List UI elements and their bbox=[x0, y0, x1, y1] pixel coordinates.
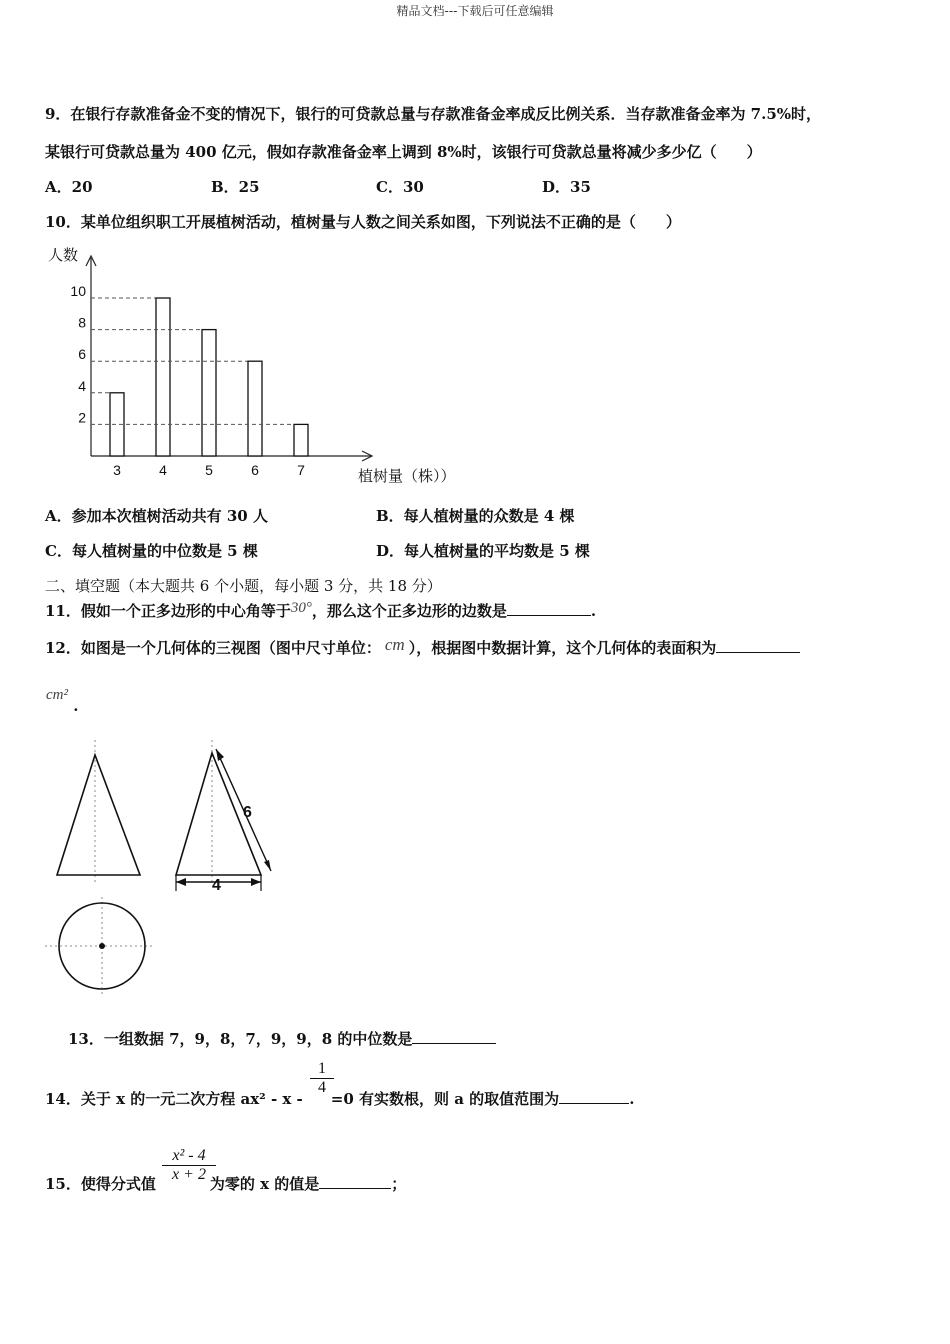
q14-fraction-denominator: 4 bbox=[318, 1079, 326, 1096]
slant-arrow-top bbox=[216, 749, 224, 761]
q10-option-a: A．参加本次植树活动共有 30 人 bbox=[45, 507, 268, 525]
q13 bbox=[68, 1028, 496, 1049]
y-tick-label-4: 4 bbox=[78, 377, 86, 394]
x-tick-label-5: 5 bbox=[205, 462, 213, 478]
q11-text-before: 11．假如一个正多边形的中心角等于 bbox=[45, 602, 291, 620]
q14-answer-blank bbox=[559, 1089, 629, 1104]
bar-6 bbox=[248, 361, 262, 456]
x-tick-label-3: 3 bbox=[113, 462, 121, 478]
q12-text-after: ），根据图中数据计算，这个几何体的表面积为 bbox=[408, 639, 717, 657]
q15-fraction-numerator: x² - 4 bbox=[162, 1147, 216, 1166]
q10-option-d: D．每人植树量的平均数是 5 棵 bbox=[376, 542, 590, 560]
tree-planting-bar-chart bbox=[40, 240, 480, 490]
q15-answer-blank bbox=[319, 1174, 391, 1189]
q12-end: . bbox=[73, 697, 79, 715]
q11-text-after: ，那么这个正多边形的边数是 bbox=[311, 602, 507, 620]
q9-option-c: C．30 bbox=[376, 178, 424, 196]
q12-unit: cm bbox=[384, 635, 405, 654]
q12-text-before: 12．如图是一个几何体的三视图（图中尺寸单位： bbox=[45, 639, 381, 657]
x-tick-label-6: 6 bbox=[251, 462, 259, 478]
q9-line2: 某银行可贷款总量为 400 亿元，假如存款准备金率上调到 8%时，该银行可贷款总量将减少多少亿（ ） bbox=[45, 143, 762, 161]
chart-xlabel: 植树量（株）） bbox=[358, 468, 456, 485]
q10-option-b: B．每人植树量的众数是 4 棵 bbox=[376, 507, 575, 525]
q9-option-a: A．20 bbox=[45, 178, 93, 196]
q9-line1: 9．在银行存款准备金不变的情况下，银行的可贷款总量与存款准备金率成反比例关系．当存款准备金率为 7.5%时， bbox=[45, 105, 822, 123]
slant-label: 6 bbox=[243, 804, 252, 821]
section-2-heading: 二、填空题（本大题共 6 个小题，每小题 3 分，共 18 分） bbox=[45, 577, 442, 595]
q10-stem: 10．某单位组织职工开展植树活动，植树量与人数之间关系如图，下列说法不正确的是（ ） bbox=[45, 213, 681, 231]
three-view-figure bbox=[40, 735, 310, 1005]
q15-end: ； bbox=[391, 1175, 407, 1193]
base-arrow-right bbox=[251, 878, 261, 886]
base-arrow-left bbox=[176, 878, 186, 886]
top-view-center bbox=[99, 943, 105, 949]
q14-text-after: =0 有实数根，则 a 的取值范围为 bbox=[330, 1090, 560, 1108]
slant-arrow-bottom bbox=[264, 860, 271, 871]
q11 bbox=[45, 600, 596, 621]
q14-fraction bbox=[310, 1060, 334, 1097]
q9-option-d: D．35 bbox=[542, 178, 591, 196]
chart-ylabel: 人数 bbox=[48, 247, 79, 264]
q14-text-before: 14．关于 x 的一元二次方程 ax² - x - bbox=[45, 1090, 303, 1108]
bar-4 bbox=[156, 298, 170, 456]
y-tick-label-10: 10 bbox=[70, 283, 86, 299]
x-tick-label-4: 4 bbox=[159, 462, 167, 478]
q11-end: . bbox=[590, 602, 597, 620]
bar-5 bbox=[202, 330, 216, 456]
q13-answer-blank bbox=[412, 1029, 496, 1044]
bar-7 bbox=[294, 424, 308, 456]
x-tick-label-7: 7 bbox=[297, 462, 305, 478]
page-header: 精品文档---下载后可任意编辑 bbox=[396, 4, 554, 18]
q14-fraction-numerator: 1 bbox=[310, 1060, 334, 1079]
q15-text-after: 为零的 x 的值是 bbox=[209, 1175, 320, 1193]
front-view-triangle bbox=[57, 755, 140, 875]
y-tick-label-2: 2 bbox=[78, 409, 86, 426]
q12-unit-line bbox=[46, 685, 79, 715]
base-label: 4 bbox=[212, 877, 221, 894]
q13-text: 13．一组数据 7，9，8，7，9，9，8 的中位数是 bbox=[68, 1030, 413, 1048]
q11-angle: 30° bbox=[290, 600, 312, 616]
q15 bbox=[45, 1173, 406, 1194]
q14 bbox=[45, 1088, 634, 1109]
q15-fraction-denominator: x + 2 bbox=[172, 1166, 206, 1183]
q12 bbox=[45, 635, 800, 658]
q12-answer-blank bbox=[716, 638, 800, 653]
q11-answer-blank bbox=[507, 601, 591, 616]
q14-end: . bbox=[629, 1090, 635, 1108]
q10-option-c: C．每人植树量的中位数是 5 棵 bbox=[45, 542, 258, 560]
q12-area-unit: cm² bbox=[46, 687, 68, 703]
y-tick-label-8: 8 bbox=[78, 314, 86, 331]
q15-fraction bbox=[162, 1147, 216, 1184]
q15-text-before: 15．使得分式值 bbox=[45, 1175, 156, 1193]
q9-option-b: B．25 bbox=[211, 178, 260, 196]
y-tick-label-6: 6 bbox=[78, 346, 86, 363]
